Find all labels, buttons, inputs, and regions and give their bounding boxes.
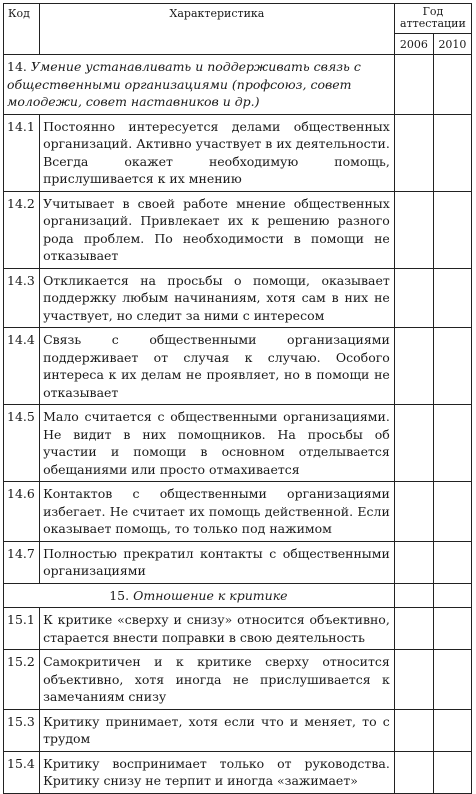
row-description: Самокритичен и к критике сверху относится объективно, хотя иногда не прислушивается к замечаниям снизу	[40, 650, 395, 710]
score-cell-2010[interactable]	[433, 268, 471, 328]
header-attestation-year	[394, 4, 471, 34]
table-row	[4, 114, 472, 191]
row-description: Критику воспринимает только от руководства. Критику снизу не терпит и иногда «зажимает»	[40, 751, 395, 793]
score-cell-2010[interactable]	[433, 650, 471, 710]
row-description: Контактов с общественными организациями избегает. Не считает их помощь действенной. Если оказывает помощь, то только под нажимом	[40, 482, 395, 542]
section-title: Умение устанавливать и поддерживать связь с общественными организациями (профсоюз, совет молодежи, совет наставников и др.)	[7, 59, 361, 109]
score-cell-2006[interactable]	[394, 608, 433, 650]
score-cell-2006[interactable]	[394, 55, 433, 115]
score-cell-2010[interactable]	[433, 191, 471, 268]
score-cell-2010[interactable]	[433, 608, 471, 650]
header-code: Код	[4, 4, 40, 55]
table-row	[4, 328, 472, 405]
score-cell-2006[interactable]	[394, 583, 433, 608]
header-year-2006: 2006	[394, 34, 433, 55]
score-cell-2010[interactable]	[433, 541, 471, 583]
score-cell-2006[interactable]	[394, 751, 433, 793]
section-number: 15.	[109, 587, 130, 603]
row-code: 15.1	[4, 608, 40, 650]
score-cell-2006[interactable]	[394, 191, 433, 268]
table-row	[4, 650, 472, 710]
section-number: 14.	[7, 59, 27, 74]
row-code: 14.6	[4, 482, 40, 542]
row-code: 14.2	[4, 191, 40, 268]
table-row	[4, 482, 472, 542]
row-code: 15.3	[4, 709, 40, 751]
section-title: Отношение к критике	[133, 587, 288, 603]
row-description: К критике «сверху и снизу» относится объективно, старается внести поправки в свою деятельность	[40, 608, 395, 650]
row-code: 15.4	[4, 751, 40, 793]
score-cell-2010[interactable]	[433, 709, 471, 751]
table-row	[4, 709, 472, 751]
row-code: 14.4	[4, 328, 40, 405]
row-description: Постоянно интересуется делами общественных организаций. Активно участвует в их деятельности. Всегда окажет необходимую помощь, прислушивается к их мнению	[40, 114, 395, 191]
table-row	[4, 751, 472, 793]
score-cell-2006[interactable]	[394, 541, 433, 583]
row-code: 15.2	[4, 650, 40, 710]
row-code: 14.3	[4, 268, 40, 328]
section-15-heading	[4, 583, 395, 608]
row-description: Связь с общественными организациями поддерживает от случая к случаю. Особого интереса к их делам не проявляет, но в помощи не отказывает	[40, 328, 395, 405]
header-year-line1: Год	[422, 5, 444, 18]
score-cell-2006[interactable]	[394, 650, 433, 710]
row-code: 14.5	[4, 405, 40, 482]
row-description: Учитывает в своей работе мнение общественных организаций. Привлекает их к решению разного рода проблем. По необходимости в помощи не отказывает	[40, 191, 395, 268]
table-row	[4, 405, 472, 482]
header-year-2010: 2010	[433, 34, 471, 55]
score-cell-2010[interactable]	[433, 482, 471, 542]
score-cell-2010[interactable]	[433, 55, 471, 115]
score-cell-2006[interactable]	[394, 114, 433, 191]
row-code: 14.1	[4, 114, 40, 191]
row-description: Мало считается с общественными организациями. Не видит в них помощников. На просьбы об участии и помощи в основном отделывается обещаниями или просто отмахивается	[40, 405, 395, 482]
section-14-heading	[4, 55, 395, 115]
header-year-line2: аттестации	[400, 17, 466, 30]
score-cell-2010[interactable]	[433, 114, 471, 191]
attestation-table	[3, 3, 472, 794]
score-cell-2006[interactable]	[394, 709, 433, 751]
table-row	[4, 191, 472, 268]
row-code: 14.7	[4, 541, 40, 583]
header-characteristic: Характеристика	[40, 4, 395, 55]
table-row	[4, 541, 472, 583]
score-cell-2006[interactable]	[394, 482, 433, 542]
score-cell-2006[interactable]	[394, 328, 433, 405]
score-cell-2006[interactable]	[394, 405, 433, 482]
row-description: Откликается на просьбы о помощи, оказывает поддержку любым начинаниям, хотя сам в них не участвует, но следит за ними с интересом	[40, 268, 395, 328]
score-cell-2010[interactable]	[433, 751, 471, 793]
score-cell-2010[interactable]	[433, 583, 471, 608]
score-cell-2010[interactable]	[433, 328, 471, 405]
table-row	[4, 608, 472, 650]
row-description: Критику принимает, хотя если что и меняет, то с трудом	[40, 709, 395, 751]
row-description: Полностью прекратил контакты с общественными организациями	[40, 541, 395, 583]
table-row	[4, 268, 472, 328]
score-cell-2010[interactable]	[433, 405, 471, 482]
score-cell-2006[interactable]	[394, 268, 433, 328]
